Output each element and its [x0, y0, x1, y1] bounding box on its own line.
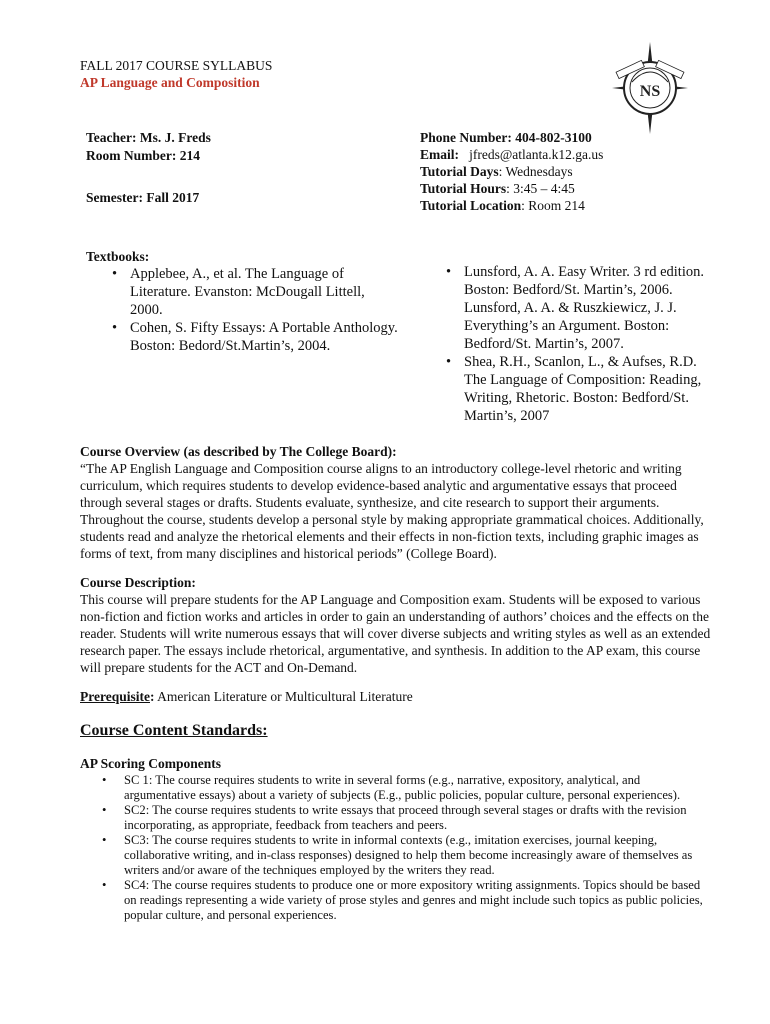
list-item: • Cohen, S. Fifty Essays: A Portable Anthology. Boston: Bedord/St.Martin’s, 2004. — [108, 319, 398, 355]
textbooks-heading: Textbooks: — [86, 249, 150, 264]
crest-monogram: NS — [639, 83, 661, 100]
list-item: • SC4: The course requires students to produce one or more expository writing assignments. Topics should be based on readings representing a wide variety of prose styles and genres and might include such topics as public policies, popular culture, and personal experiences. — [102, 878, 712, 923]
teacher-name: Teacher: Ms. J. Freds — [86, 130, 211, 145]
scoring-heading: AP Scoring Components — [80, 756, 222, 771]
tutorial-location-label: Tutorial Location — [420, 198, 522, 213]
standards-title: Course Content Standards: — [80, 722, 268, 739]
tutorial-days-value: : Wednesdays — [498, 164, 573, 179]
prerequisite-colon: : — [150, 689, 155, 704]
phone-number: Phone Number: 404-802-3100 — [420, 130, 592, 145]
course-description — [80, 574, 712, 676]
scoring-components-list — [102, 773, 712, 923]
tutorial-hours-value: : 3:45 – 4:45 — [506, 181, 575, 196]
teacher-info — [86, 129, 211, 207]
tutorial-days-label: Tutorial Days — [420, 164, 499, 179]
prerequisite-label: Prerequisite — [80, 689, 150, 704]
list-item: • Applebee, A., et al. The Language of Literature. Evanston: McDougall Littell, 2000. — [108, 265, 398, 319]
description-body: This course will prepare students for the AP Language and Composition exam. Students will be exposed to various non-fiction and fiction works and articles in order to gain an understanding of authors’ choices and the effects on the reader. Students will write numerous essays that will cover diverse subjects and writing styles as well as an extended research paper. The essays include rhetorical, argumentative, and synthesis. In addition to the AP exam, this course will prepare students for the ACT and On-Demand. — [80, 592, 711, 675]
list-item: • SC2: The course requires students to write essays that proceed through several stages or drafts with the revision incorporating, as appropriate, feedback from teachers and peers. — [102, 803, 712, 833]
list-item: • SC3: The course requires students to write in informal contexts (e.g., imitation exercises, journal keeping, collaborative writing, and in-class responses) designed to help them become increasingly aware of themselves as writers and/or aware of the techniques employed by the writers they read. — [102, 833, 712, 878]
course-overview — [80, 443, 712, 562]
overview-body: “The AP English Language and Composition course aligns to an introductory college-level rhetoric and writing curriculum, which requires students to develop evidence-based analytic and argumentative essays that proceed through several stages or drafts. Students evaluate, synthesize, and cite research to support their arguments. Throughout the course, students develop a personal style by making appropriate grammatical choices. Additionally, students read and analyze the rhetorical elements and their effects in non-fiction texts, including graphic images as forms of text, from many disciplines and historical periods” (College Board). — [80, 461, 704, 561]
email-label: Email: — [420, 147, 459, 162]
prerequisite — [80, 688, 712, 705]
room-number: Room Number: 214 — [86, 148, 200, 163]
syllabus-header: FALL 2017 COURSE SYLLABUS — [80, 58, 273, 73]
prerequisite-value: American Literature or Multicultural Literature — [154, 689, 413, 704]
tutorial-hours-label: Tutorial Hours — [420, 181, 507, 196]
list-item: • Lunsford, A. A. Easy Writer. 3 rd edition. Boston: Bedford/St. Martin’s, 2006. Lunsford, A. A. & Ruszkiewicz, J. J. Everything’s an Argument. Boston: Bedford/St. Martin’s, 2007. — [442, 263, 712, 353]
tutorial-location-value: : Room 214 — [521, 198, 585, 213]
semester: Semester: Fall 2017 — [86, 190, 200, 205]
school-crest-logo-icon — [612, 42, 688, 134]
list-item: • SC 1: The course requires students to write in several forms (e.g., narrative, expository, analytical, and argumentative essays) about a variety of subjects (E.g., public policies, popular culture, personal experiences). — [102, 773, 712, 803]
email-value: jfreds@atlanta.k12.ga.us — [469, 147, 604, 162]
list-item: • Shea, R.H., Scanlon, L., & Aufses, R.D. The Language of Composition: Reading, Writing, Rhetoric. Boston: Bedford/St. Martin’s, 2007 — [442, 353, 712, 425]
overview-heading: Course Overview (as described by The College Board): — [80, 444, 397, 459]
contact-info — [420, 129, 603, 214]
textbooks-left-column — [108, 265, 398, 355]
description-heading: Course Description: — [80, 575, 196, 590]
textbooks-right-column — [442, 263, 712, 425]
course-title: AP Language and Composition — [80, 75, 260, 90]
